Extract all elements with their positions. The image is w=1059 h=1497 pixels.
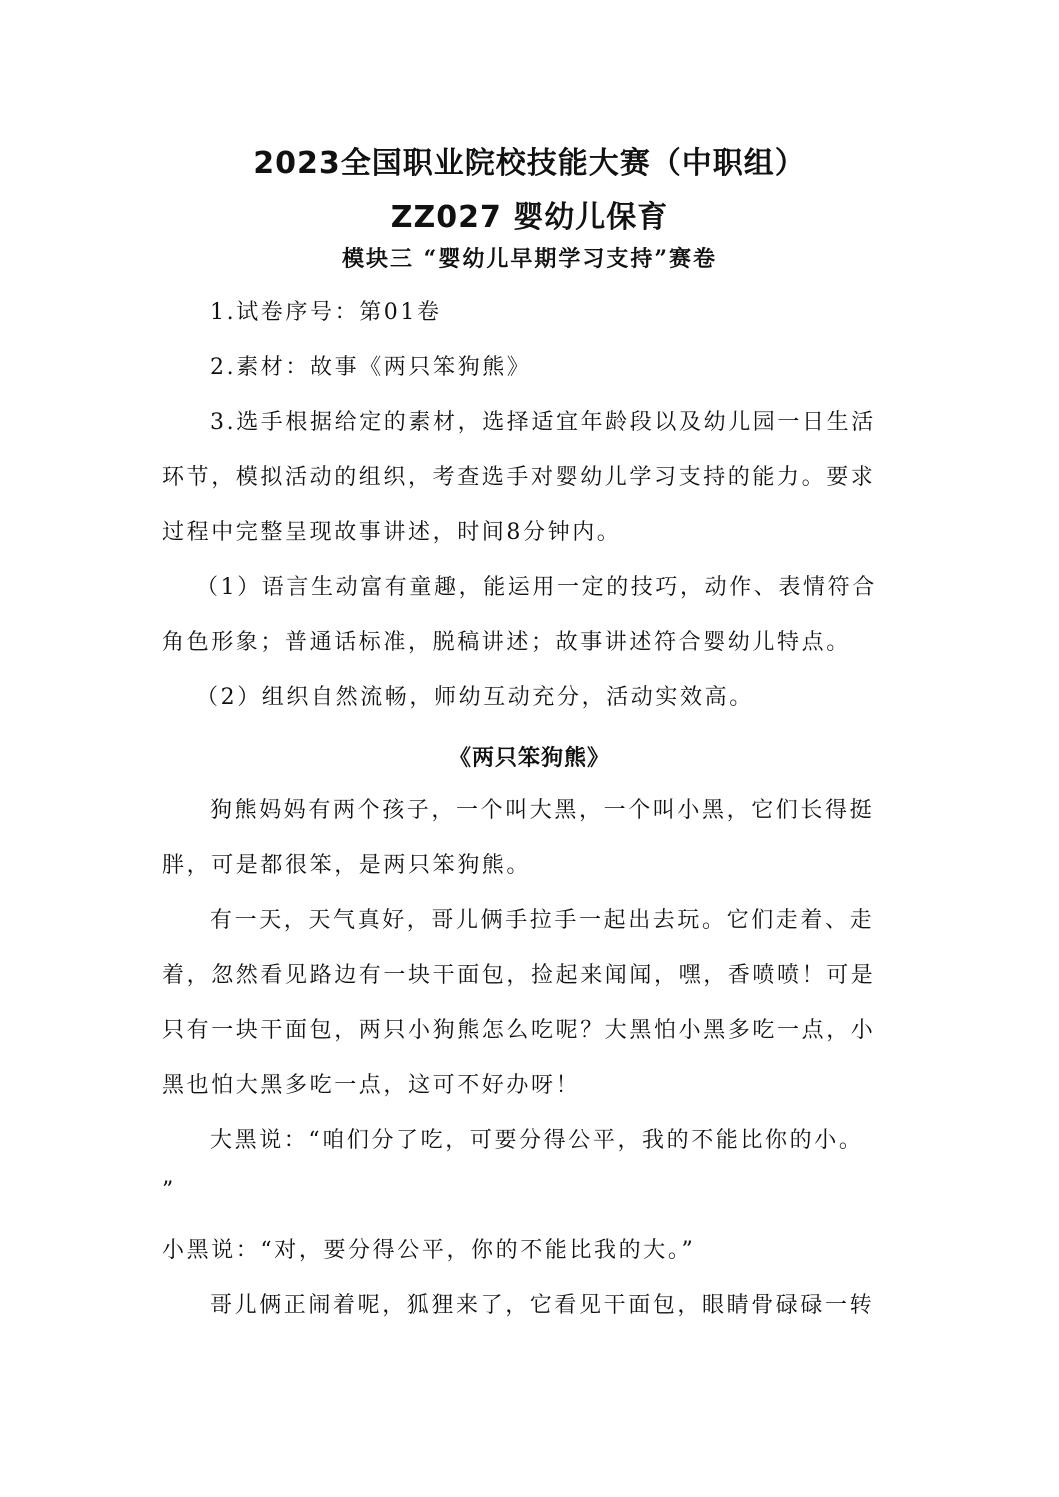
instruction-item-3-line3: 过程中完整呈现故事讲述，时间8分钟内。 (162, 520, 622, 545)
story-paragraph-3-line1: 大黑说：“咱们分了吃，可要分得公平，我的不能比你的小。 (210, 1128, 864, 1153)
instruction-item-2: 2.素材：故事《两只笨狗熊》 (210, 355, 532, 380)
instruction-item-3-line1: 3.选手根据给定的素材，选择适宜年龄段以及幼儿园一日生活 (210, 410, 876, 435)
document-title-line1: 2023全国职业院校技能大赛（中职组） (253, 146, 806, 181)
story-paragraph-5-line1: 哥儿俩正闹着呢，狐狸来了，它看见干面包，眼睛骨碌碌一转 (210, 1293, 875, 1318)
story-paragraph-1-line2: 胖，可是都很笨，是两只笨狗熊。 (162, 853, 532, 878)
requirement-1-line1: （1）语言生动富有童趣，能运用一定的技巧，动作、表情符合 (196, 575, 877, 600)
document-title-line2: ZZ027 婴幼儿保育 (390, 200, 669, 235)
instruction-item-3-line2: 环节，模拟活动的组织，考查选手对婴幼儿学习支持的能力。要求 (162, 465, 876, 490)
story-paragraph-1-line1: 狗熊妈妈有两个孩子，一个叫大黑，一个叫小黑，它们长得挺 (210, 798, 875, 823)
requirement-1-line2: 角色形象；普通话标准，脱稿讲述；故事讲述符合婴幼儿特点。 (162, 630, 851, 655)
requirement-2: （2）组织自然流畅，师幼互动充分，活动实效高。 (196, 685, 754, 710)
module-title: 模块三 “婴幼儿早期学习支持”赛卷 (342, 246, 717, 272)
instruction-item-1: 1.试卷序号：第01卷 (210, 300, 442, 325)
story-paragraph-4: 小黑说：“对，要分得公平，你的不能比我的大。” (162, 1238, 696, 1263)
story-paragraph-3-line2: ” (162, 1178, 176, 1203)
story-paragraph-2-line1: 有一天，天气真好，哥儿俩手拉手一起出去玩。它们走着、走 (210, 908, 875, 933)
story-paragraph-2-line2: 着，忽然看见路边有一块干面包，捡起来闻闻，嘿，香喷喷！可是 (162, 963, 876, 988)
story-title: 《两只笨狗熊》 (448, 745, 610, 771)
story-paragraph-2-line3: 只有一块干面包，两只小狗熊怎么吃呢？大黑怕小黑多吃一点，小 (162, 1018, 876, 1043)
story-paragraph-2-line4: 黑也怕大黑多吃一点，这可不好办呀！ (162, 1073, 581, 1098)
